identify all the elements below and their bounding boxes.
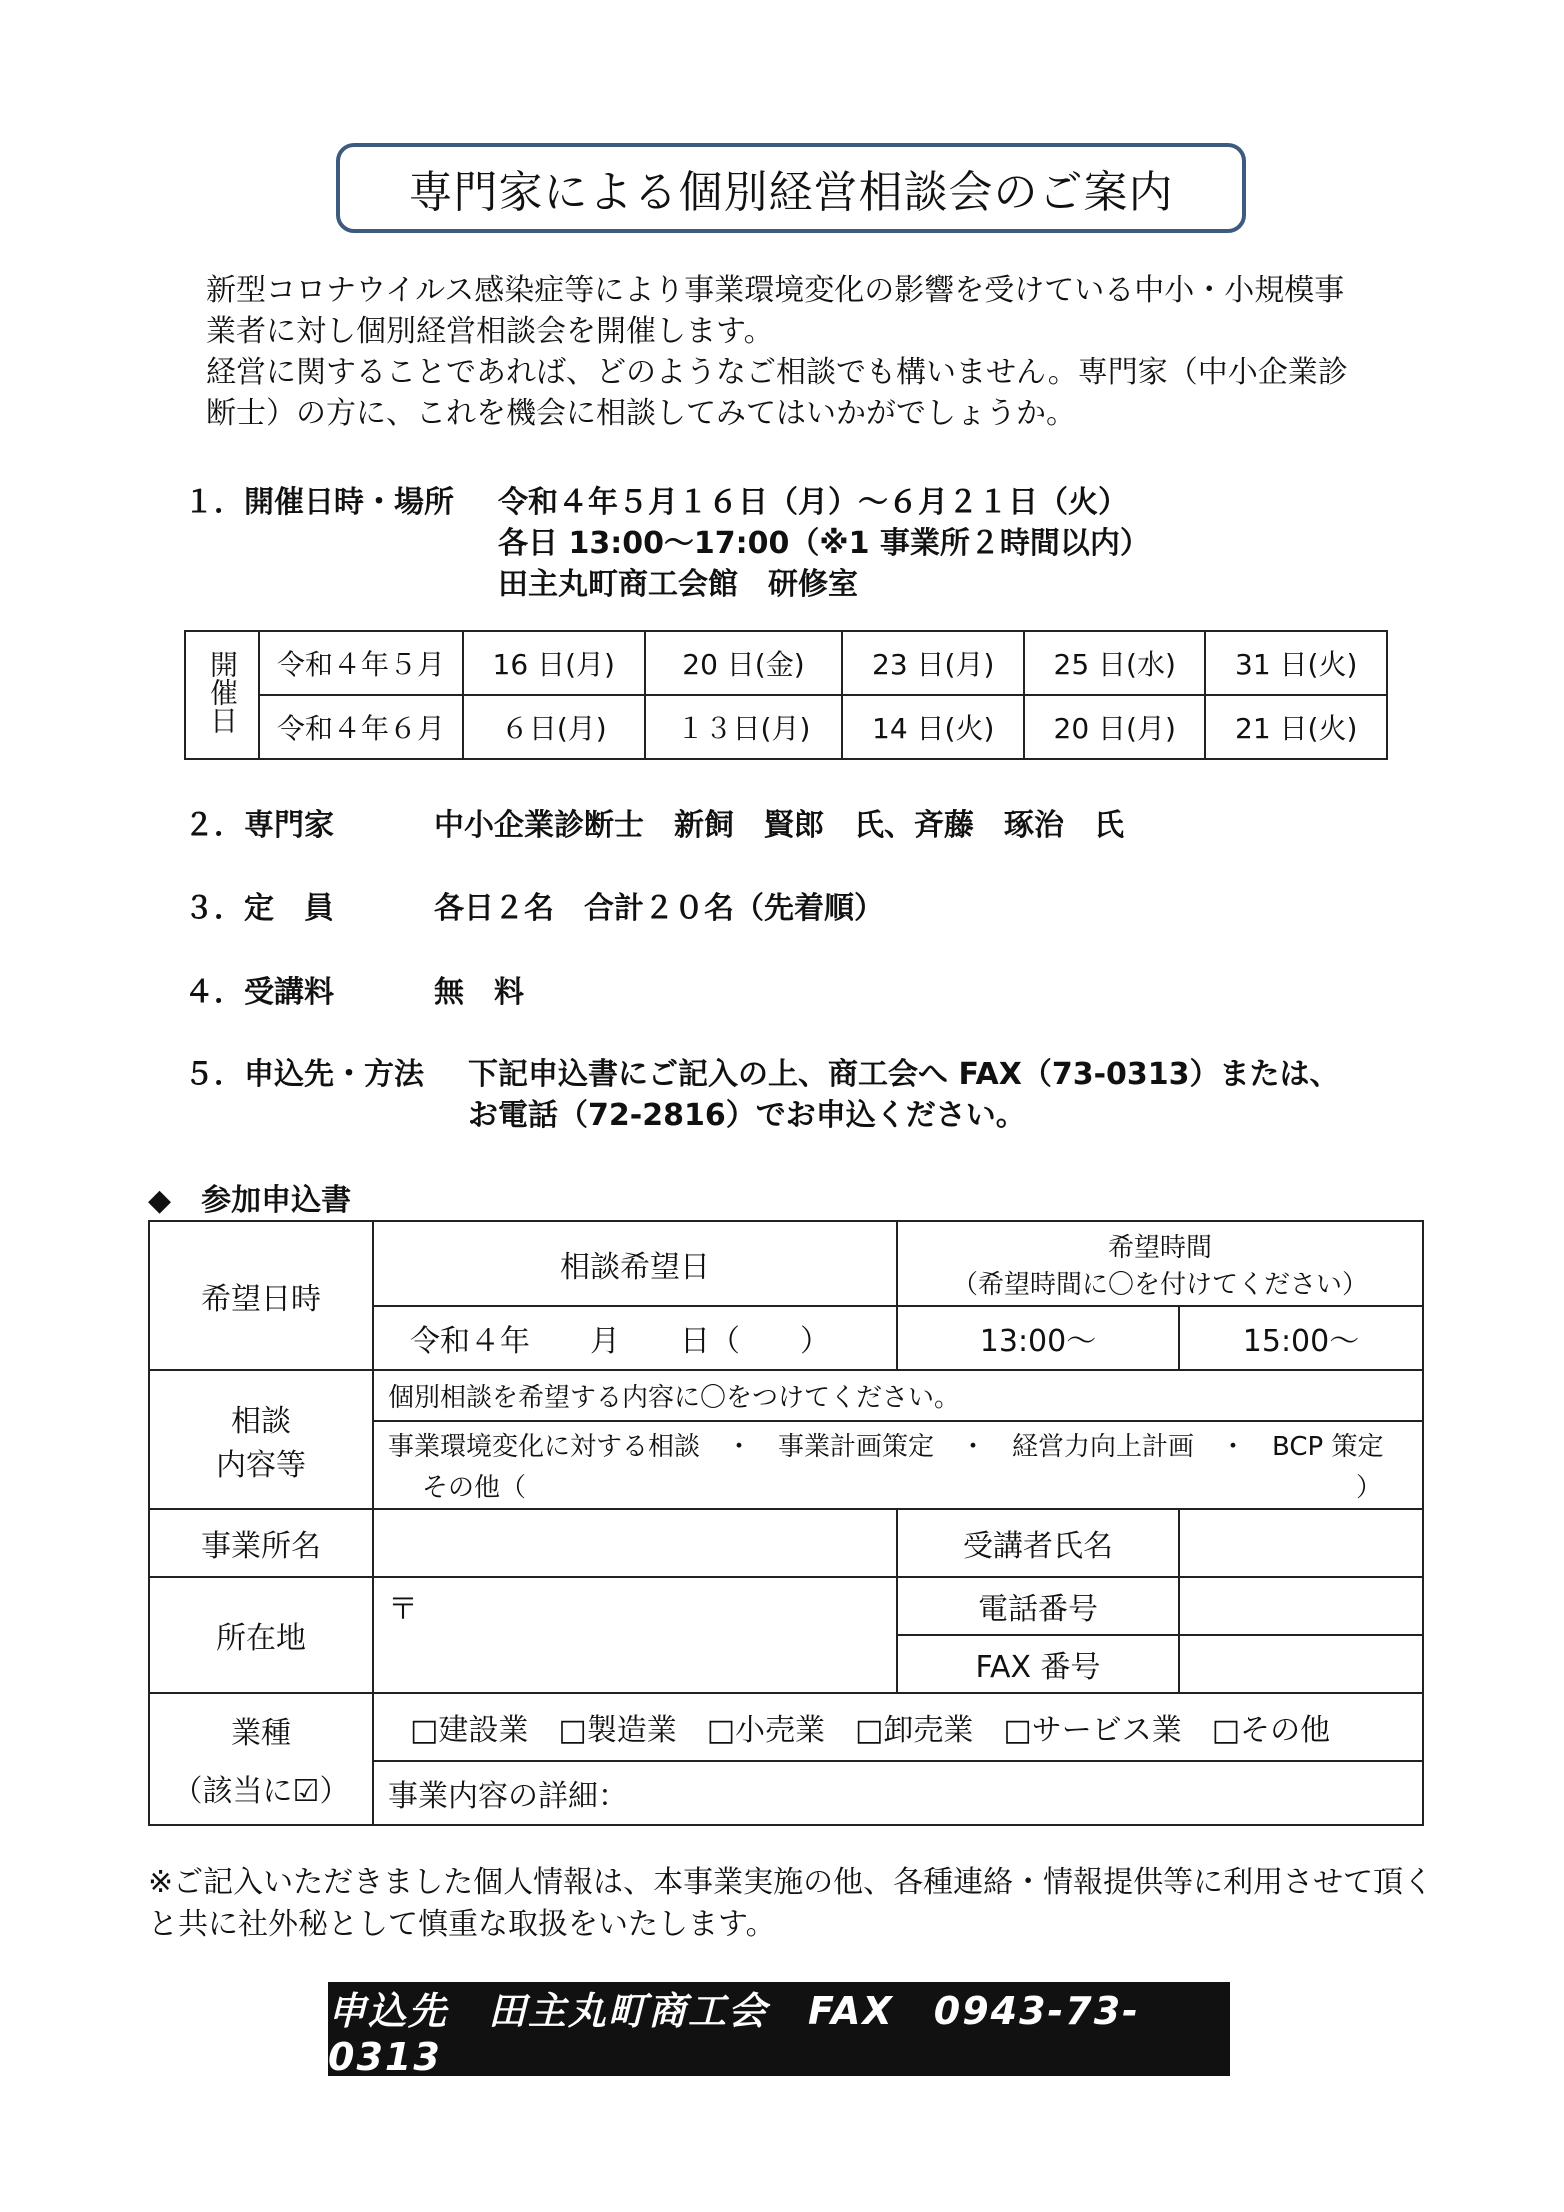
kibo-jikan-header bbox=[897, 1221, 1423, 1306]
section-3-label: ３．定 員 bbox=[184, 891, 334, 926]
schedule-day: 20 日(月) bbox=[1024, 695, 1206, 759]
jigyosho-field[interactable] bbox=[373, 1509, 897, 1577]
naiyo-instruction: 個別相談を希望する内容に〇をつけてください。 bbox=[374, 1371, 1422, 1422]
intro-line: 経営に関することであれば、どのようなご相談でも構いません。専門家（中小企業診 bbox=[206, 355, 1348, 390]
tel-label: 電話番号 bbox=[897, 1577, 1179, 1635]
postal-mark: 〒 bbox=[388, 1592, 418, 1627]
gyoshu-options[interactable]: □建設業 □製造業 □小売業 □卸売業 □サービス業 □その他 bbox=[373, 1693, 1423, 1761]
table-row bbox=[149, 1693, 1423, 1761]
table-row bbox=[149, 1221, 1423, 1306]
intro-line: 新型コロナウイルス感染症等により事業環境変化の影響を受けている中小・小規模事 bbox=[206, 273, 1345, 308]
table-row bbox=[149, 1577, 1423, 1635]
schedule-day: 23 日(月) bbox=[842, 631, 1024, 695]
gyoshu-label bbox=[149, 1693, 373, 1825]
section-5-line2: お電話（72-2816）でお申込ください。 bbox=[468, 1098, 1026, 1133]
footer-contact-bar: 申込先 田主丸町商工会 FAX 0943-73-0313 bbox=[328, 1982, 1230, 2076]
intro-line: 業者に対し個別経営相談会を開催します。 bbox=[206, 314, 774, 349]
section-2-label: ２．専門家 bbox=[184, 808, 334, 843]
jukosha-field[interactable] bbox=[1179, 1509, 1423, 1577]
section-1-venue: 田主丸町商工会館 研修室 bbox=[498, 567, 858, 602]
naiyo-other-open: その他（ bbox=[422, 1473, 527, 1503]
naiyo-options[interactable]: 事業環境変化に対する相談 ・ 事業計画策定 ・ 経営力向上計画 ・ BCP 策定 bbox=[388, 1432, 1384, 1462]
time-option-1500[interactable]: 15:00～ bbox=[1179, 1306, 1423, 1370]
schedule-table bbox=[184, 630, 1388, 760]
naiyo-label-line1: 相談 bbox=[231, 1403, 291, 1439]
kibo-nichiji-label: 希望日時 bbox=[149, 1221, 373, 1370]
intro-line: 断士）の方に、これを機会に相談してみてはいかがでしょうか。 bbox=[206, 396, 1076, 431]
section-5-label: ５．申込先・方法 bbox=[184, 1057, 424, 1092]
table-row bbox=[185, 631, 1387, 695]
schedule-day: １３日(月) bbox=[645, 695, 843, 759]
fax-field[interactable] bbox=[1179, 1635, 1423, 1693]
section-5-line1: 下記申込書にご記入の上、商工会へ FAX（73-0313）または、 bbox=[468, 1057, 1340, 1092]
application-form bbox=[148, 1220, 1424, 1826]
section-3-value: 各日２名 合計２０名（先着順） bbox=[434, 891, 884, 926]
schedule-month: 令和４年６月 bbox=[259, 695, 463, 759]
schedule-header bbox=[185, 631, 259, 759]
time-option-1300[interactable]: 13:00～ bbox=[897, 1306, 1179, 1370]
page-title: 専門家による個別経営相談会のご案内 bbox=[336, 143, 1246, 233]
table-row bbox=[185, 695, 1387, 759]
section-2-value: 中小企業診断士 新飼 賢郎 氏、斉藤 琢治 氏 bbox=[434, 808, 1124, 843]
tel-field[interactable] bbox=[1179, 1577, 1423, 1635]
schedule-day: ６日(月) bbox=[463, 695, 645, 759]
jukosha-label: 受講者氏名 bbox=[897, 1509, 1179, 1577]
naiyo-other-close: ） bbox=[1355, 1473, 1382, 1503]
detail-field[interactable]: 事業内容の詳細： bbox=[373, 1761, 1423, 1825]
privacy-note: ※ご記入いただきました個人情報は、本事業実施の他、各種連絡・情報提供等に利用させて頂くと共に社外秘として慎重な取扱をいたします。 bbox=[148, 1865, 1434, 1942]
schedule-day: 14 日(火) bbox=[842, 695, 1024, 759]
table-row bbox=[149, 1370, 1423, 1509]
schedule-day: 16 日(月) bbox=[463, 631, 645, 695]
gyoshu-label-line2: （該当に☑） bbox=[172, 1774, 350, 1809]
intro-text bbox=[206, 270, 1436, 434]
naiyo-field[interactable] bbox=[373, 1370, 1423, 1509]
schedule-day: 20 日(金) bbox=[645, 631, 843, 695]
naiyo-other[interactable] bbox=[374, 1463, 1422, 1508]
schedule-day: 31 日(火) bbox=[1205, 631, 1387, 695]
date-field[interactable]: 令和４年 月 日（ ） bbox=[373, 1306, 897, 1370]
form-heading: ◆ 参加申込書 bbox=[148, 1183, 352, 1218]
section-4-label: ４．受講料 bbox=[184, 975, 334, 1010]
section-1-time: 各日 13:00～17:00（※1 事業所２時間以内） bbox=[498, 526, 1150, 561]
section-1-label: １．開催日時・場所 bbox=[184, 485, 454, 520]
schedule-header-text: 開催日 bbox=[206, 649, 239, 734]
gyoshu-label-line1: 業種 bbox=[231, 1716, 291, 1751]
kibo-jikan-title: 希望時間 bbox=[1107, 1232, 1212, 1263]
shozaichi-label: 所在地 bbox=[149, 1577, 373, 1693]
schedule-month: 令和４年５月 bbox=[259, 631, 463, 695]
jigyosho-label: 事業所名 bbox=[149, 1509, 373, 1577]
kibo-jikan-note: （希望時間に〇を付けてください） bbox=[951, 1269, 1368, 1300]
schedule-day: 25 日(水) bbox=[1024, 631, 1206, 695]
soudan-kibobi-header: 相談希望日 bbox=[373, 1221, 897, 1306]
fax-label: FAX 番号 bbox=[897, 1635, 1179, 1693]
table-row bbox=[149, 1509, 1423, 1577]
section-4-value: 無 料 bbox=[434, 975, 524, 1010]
schedule-day: 21 日(火) bbox=[1205, 695, 1387, 759]
naiyo-label bbox=[149, 1370, 373, 1509]
shozaichi-field[interactable] bbox=[373, 1577, 897, 1693]
section-1-date-range: 令和４年５月１６日（月）～６月２１日（火） bbox=[498, 485, 1128, 520]
naiyo-label-line2: 内容等 bbox=[216, 1447, 306, 1483]
